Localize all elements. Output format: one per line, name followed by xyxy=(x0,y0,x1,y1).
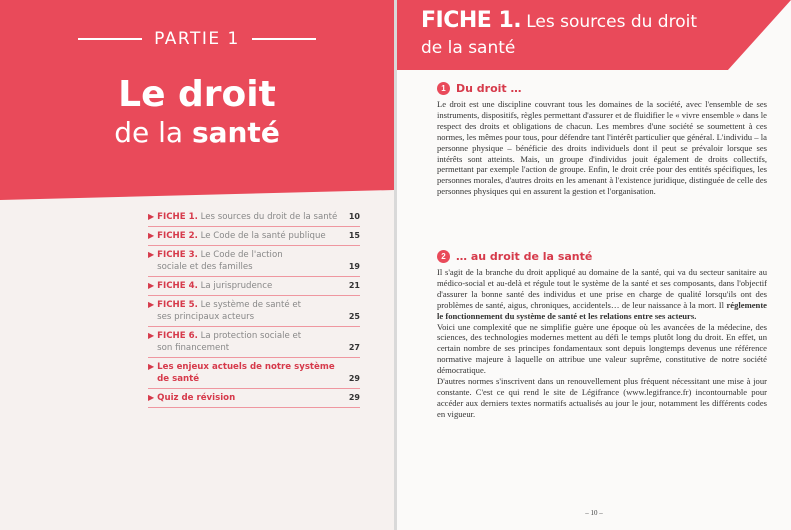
toc-item-quiz[interactable] xyxy=(148,389,360,408)
part-title-line1: Le droit xyxy=(118,74,276,115)
toc-page-number: 15 xyxy=(348,231,360,240)
toc-item-label: Les enjeux actuels de notre système de santé xyxy=(157,362,335,384)
toc-page-number: 19 xyxy=(348,262,360,271)
toc-item-label: Les sources du droit de la santé xyxy=(200,212,338,222)
section-2-heading xyxy=(437,250,767,263)
toc-item-fiche-5[interactable] xyxy=(148,296,360,327)
arrow-right-icon: ▶ xyxy=(148,362,155,371)
section-2-paragraph-2: Voici une complexité que ne simplifie guère une époque où les avancées de la médecine, des sciences, des technologies modernes mettent au défi le temps plutôt long du droit. En effet, un certain nombre de ses principes fondamentaux sont depuis longtemps devenus une référence normative majeure à laquelle on attribue une valeur suprême, constitutive de notre société démocratique. xyxy=(437,321,767,376)
section-1 xyxy=(437,82,767,197)
fiche-title-line2: de la santé xyxy=(421,38,516,58)
arrow-right-icon: ▶ xyxy=(148,250,155,259)
page-number: – 10 – xyxy=(585,509,603,517)
toc-fiche-number: FICHE 4. xyxy=(157,281,198,291)
arrow-right-icon: ▶ xyxy=(148,281,155,290)
left-page xyxy=(0,0,394,530)
fiche-heading xyxy=(421,8,741,61)
toc-page-number: 10 xyxy=(348,212,360,221)
toc-fiche-number: FICHE 5. xyxy=(157,300,198,310)
toc-fiche-number: FICHE 3. xyxy=(157,250,198,260)
section-number-badge: 2 xyxy=(437,250,450,263)
toc-fiche-number: FICHE 1. xyxy=(157,212,198,222)
section-title: … au droit de la santé xyxy=(456,250,593,263)
arrow-right-icon: ▶ xyxy=(148,300,155,309)
toc-page-number: 27 xyxy=(348,343,360,352)
toc-page-number: 29 xyxy=(348,374,360,383)
section-number-badge: 1 xyxy=(437,82,450,95)
toc-item-fiche-6[interactable] xyxy=(148,327,360,358)
toc-item-label: Le système de santé et ses principaux acteurs xyxy=(157,300,302,322)
part-rule-right xyxy=(252,38,316,40)
toc-item-label: Le Code de l'action sociale et des familles xyxy=(157,250,283,272)
toc-page-number: 29 xyxy=(348,393,360,402)
toc-item-label: La protection sociale et son financement xyxy=(157,331,302,353)
arrow-right-icon: ▶ xyxy=(148,231,155,240)
section-2-paragraph-1 xyxy=(437,267,767,322)
right-page xyxy=(397,0,791,530)
toc-item-fiche-3[interactable] xyxy=(148,246,360,277)
arrow-right-icon: ▶ xyxy=(148,212,155,221)
toc-item-label: Le Code de la santé publique xyxy=(200,231,326,241)
part-title-line2 xyxy=(0,116,394,149)
paragraph-bold-text: réglemente le fonctionnement du système de santé et les relations entre ses acteurs. xyxy=(437,299,767,321)
part-title-bold: santé xyxy=(191,116,280,149)
section-1-heading xyxy=(437,82,767,95)
table-of-contents xyxy=(148,208,360,408)
fiche-number: FICHE 1. xyxy=(421,8,522,33)
toc-page-number: 21 xyxy=(348,281,360,290)
part-label: PARTIE 1 xyxy=(154,29,240,49)
section-2 xyxy=(437,250,767,420)
toc-item-label: Quiz de révision xyxy=(157,393,236,403)
toc-item-label: La jurisprudence xyxy=(200,281,273,291)
section-1-paragraph: Le droit est une discipline couvrant tous les domaines de la société, avec l'ensemble de ses instruments, dispositifs, règles permettant d'assurer et de fluidifier le « vivre ensemble » dans le respect des droits et obligations de chacun. Les membres d'une société se soumettent à ces normes, les mêmes pour tous, pour défendre tant l'intérêt particulier que général. L'individu – la personne physique – bénéficie des droits individuels dont il peut se prévaloir lorsque ses intérêts sont atteints. Mais, un groupe d'individus jouit également de droits collectifs, permettant par exemple l'action de groupe. Enfin, le droit crée pour des entités spécifiques, les personnes morales, d'autres droits en les amenant à l'existence juridique, distinguée de celle des personnes physiques qui en assurent la gestion et l'organisation. xyxy=(437,99,767,197)
toc-page-number: 25 xyxy=(348,312,360,321)
part-heading xyxy=(0,24,394,54)
arrow-right-icon: ▶ xyxy=(148,331,155,340)
fiche-title-line1: Les sources du droit xyxy=(526,12,697,32)
section-title: Du droit … xyxy=(456,82,522,95)
toc-item-fiche-1[interactable] xyxy=(148,208,360,227)
part-title-prefix: de la xyxy=(114,116,192,149)
toc-fiche-number: FICHE 2. xyxy=(157,231,198,241)
toc-item-enjeux[interactable] xyxy=(148,358,360,389)
arrow-right-icon: ▶ xyxy=(148,393,155,402)
section-2-paragraph-3: D'autres normes s'inscrivent dans un renouvellement plus fréquent nécessitant une mise à jour constante. C'est ce qui rend le site de Légifrance (www.legifrance.fr) incontournable pour accéder aux derniers textes normatifs actualisés au jour le jour, notamment les différents codes en vigueur. xyxy=(437,376,767,419)
paragraph-text: Il s'agit de la branche du droit appliqué au domaine de la santé, qui va du secteur sanitaire au médico-social et au-delà et régule tout le système de la santé et ses composants, dans l'objectif d'assurer la bonne santé des individus et une prise en charge de qualité lorsqu'ils ont des problèmes de santé, aigus, chroniques, accidentels… de leur naissance à la mort. Il xyxy=(437,267,767,310)
toc-fiche-number: FICHE 6. xyxy=(157,331,198,341)
toc-item-fiche-2[interactable] xyxy=(148,227,360,246)
part-rule-left xyxy=(78,38,142,40)
toc-item-fiche-4[interactable] xyxy=(148,277,360,296)
